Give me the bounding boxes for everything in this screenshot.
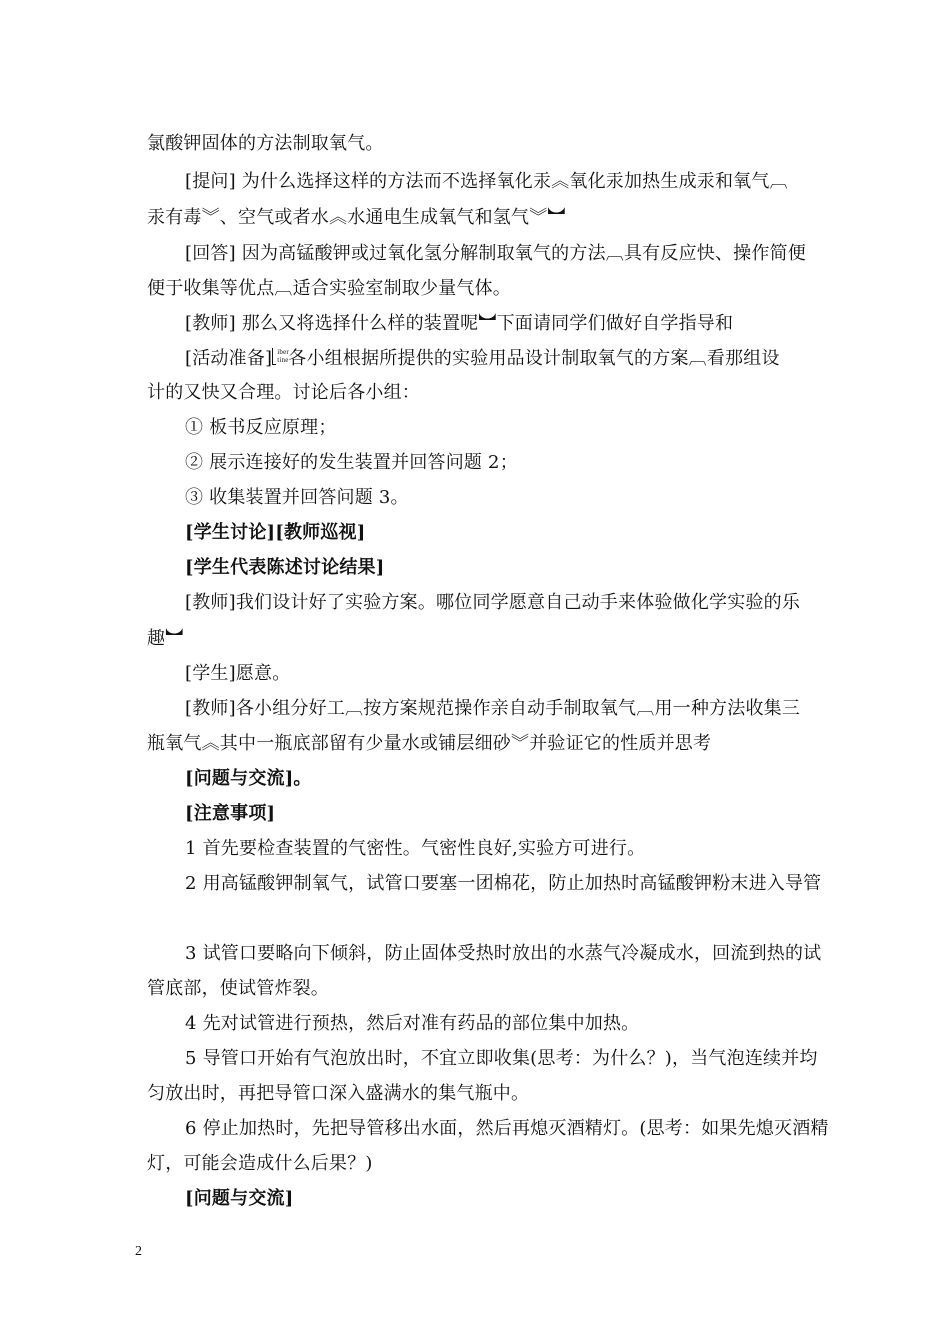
section-heading: [学生讨论][教师巡视] <box>185 522 366 543</box>
stacked-glyph <box>272 348 288 366</box>
list-item: ① 板书反应原理； <box>185 417 337 438</box>
paragraph-line: 汞有毒︾、空气或者水︽水通电生成氧气和氢气︾︼ <box>147 207 566 228</box>
list-item: ② 展示连接好的发生装置并回答问题 2； <box>185 452 518 473</box>
paragraph-line: [教师] 那么又将选择什么样的装置呢︼下面请同学们做好自学指导和 <box>185 313 734 334</box>
glyph-mark <box>272 348 276 365</box>
note-item: 5 导管口开始有气泡放出时，不宜立即收集(思考：为什么？)，当气泡连续并均 <box>185 1048 818 1069</box>
section-heading: [学生代表陈述讨论结果] <box>185 557 385 578</box>
glyph-top: iber <box>277 348 289 356</box>
paragraph-line: 管底部，使试管炸裂。 <box>147 978 329 999</box>
glyph-bottom: tine <box>277 356 289 364</box>
section-heading: [问题与交流] <box>185 1188 294 1209</box>
note-item: 2 用高锰酸钾制氧气，试管口要塞一团棉花，防止加热时高锰酸钾粉末进入导管 <box>185 873 822 894</box>
section-heading: [注意事项] <box>185 803 276 824</box>
paragraph-line: 瓶氧气︽其中一瓶底部留有少量水或铺层细砂︾并验证它的性质并思考 <box>147 733 712 754</box>
page-number: 2 <box>135 1244 142 1259</box>
list-item: ③ 收集装置并回答问题 3。 <box>185 487 409 508</box>
activity-label: [活动准备] <box>185 348 273 369</box>
activity-line <box>185 347 837 371</box>
note-item: 3 试管口要略向下倾斜，防止固体受热时放出的水蒸气冷凝成水，回流到热的试 <box>185 943 822 964</box>
paragraph-line: [提问] 为什么选择这样的方法而不选择氧化汞︽氧化汞加热生成汞和氧气︹ <box>185 171 788 192</box>
activity-text: 各小组根据所提供的实验用品设计制取氧气的方案︹看那组设 <box>288 348 780 369</box>
section-heading: [问题与交流]。 <box>185 768 312 789</box>
paragraph-line: 匀放出时，再把导管口深入盛满水的集气瓶中。 <box>147 1083 530 1104</box>
paragraph-line: 氯酸钾固体的方法制取氧气。 <box>147 133 384 154</box>
paragraph-line: [学生]愿意。 <box>185 663 291 684</box>
note-item: 4 先对试管进行预热，然后对准有药品的部位集中加热。 <box>185 1013 640 1034</box>
paragraph-line: [教师]我们设计好了实验方案。哪位同学愿意自己动手来体验做化学实验的乐 <box>185 592 801 613</box>
paragraph-line: 灯，可能会造成什么后果？) <box>147 1153 373 1174</box>
note-item: 1 首先要检查装置的气密性。气密性良好,实验方可进行。 <box>185 838 646 859</box>
paragraph-line: 计的又快又合理。讨论后各小组： <box>147 382 420 403</box>
paragraph-line: [回答] 因为高锰酸钾或过氧化氢分解制取氧气的方法︹具有反应快、操作简便 <box>185 243 806 264</box>
paragraph-line: [教师]各小组分好工︹按方案规范操作亲自动手制取氧气︹用一种方法收集三 <box>185 698 801 719</box>
paragraph-line: 便于收集等优点︹适合实验室制取少量气体。 <box>147 278 511 299</box>
paragraph-line: 趣︼ <box>147 628 184 649</box>
note-item: 6 停止加热时，先把导管移出水面，然后再熄灭酒精灯。(思考：如果先熄灭酒精 <box>185 1118 829 1139</box>
